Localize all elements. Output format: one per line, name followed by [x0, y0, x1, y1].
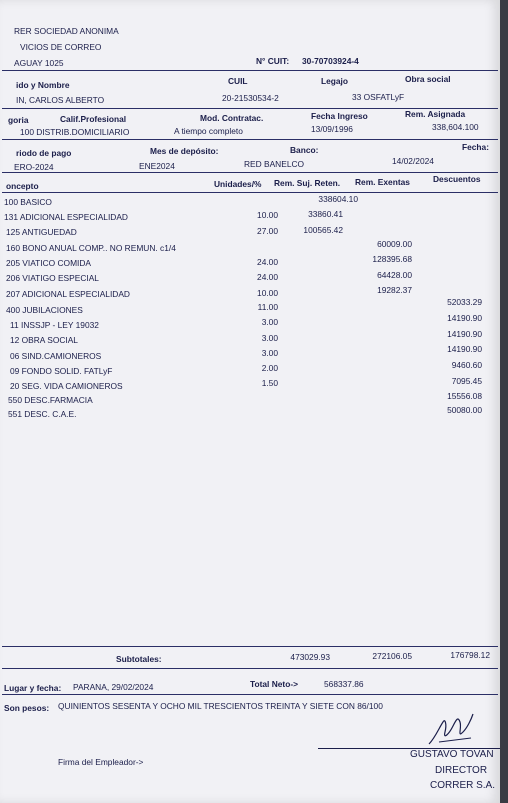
row-concepto: 400 JUBILACIONES [6, 305, 83, 315]
lugar-label: Lugar y fecha: [4, 683, 62, 693]
lugar-value: PARANA, 29/02/2024 [73, 682, 154, 692]
row-concepto: 550 DESC.FARMACIA [8, 395, 93, 405]
calif-label: Calif.Profesional [60, 114, 127, 124]
fecha-ingreso-label: Fecha Ingreso [311, 111, 368, 121]
rem-asignada-value: 338,604.100 [432, 122, 479, 132]
row-exentas: 64428.00 [377, 270, 412, 280]
category-value: 100 DISTRIB.DOMICILIARIO [20, 127, 130, 137]
row-concepto: 06 SIND.CAMIONEROS [10, 351, 102, 361]
employer-name: RER SOCIEDAD ANONIMA [14, 26, 119, 36]
row-unidades: 24.00 [257, 257, 278, 267]
fecha-ingreso-value: 13/09/1996 [311, 124, 353, 134]
mes-deposito-label: Mes de depósito: [150, 146, 219, 156]
row-concepto: 131 ADICIONAL ESPECIALIDAD [4, 212, 128, 222]
row-unidades: 10.00 [257, 288, 278, 298]
row-unidades: 1.50 [261, 378, 278, 388]
row-desc: 9460.60 [451, 360, 482, 370]
fecha-value: 14/02/2024 [392, 156, 434, 166]
divider [2, 646, 498, 647]
mes-deposito-value: ENE2024 [139, 161, 175, 171]
subtotal-exentas: 272106.05 [372, 651, 412, 661]
total-neto-value: 568337.86 [324, 679, 364, 689]
row-desc: 14190.90 [447, 344, 482, 354]
divider [2, 70, 498, 71]
row-concepto: 551 DESC. C.A.E. [8, 409, 77, 419]
divider [2, 139, 498, 140]
row-exentas: 128395.68 [372, 254, 412, 264]
rem-asignada-label: Rem. Asignada [405, 109, 466, 119]
handwritten-signature [425, 708, 475, 750]
divider [2, 668, 498, 669]
divider [2, 694, 498, 695]
cuit-label: N° CUIT: [256, 56, 290, 66]
background-edge [500, 0, 508, 803]
row-suj: 338604.10 [318, 194, 358, 204]
employer-line-2: VICIOS DE CORREO [20, 42, 102, 52]
row-exentas: 19282.37 [377, 285, 412, 295]
row-concepto: 11 INSSJP - LEY 19032 [10, 320, 99, 330]
row-unidades: 27.00 [257, 226, 278, 236]
row-concepto: 09 FONDO SOLID. FATLyF [10, 366, 113, 376]
cuit-value: 30-70703924-4 [302, 56, 359, 66]
row-exentas: 60009.00 [377, 239, 412, 249]
row-concepto: 205 VIATICO COMIDA [6, 258, 92, 268]
col-concepto: oncepto [6, 181, 39, 191]
row-desc: 50080.00 [447, 405, 482, 415]
row-concepto: 125 ANTIGUEDAD [6, 227, 77, 237]
col-unidades: Unidades/% [214, 179, 262, 189]
row-desc: 14190.90 [447, 313, 482, 323]
row-unidades: 3.00 [261, 348, 278, 358]
col-rem-suj: Rem. Suj. Reten. [274, 178, 341, 188]
fecha-label: Fecha: [462, 142, 489, 152]
stamp-company: CORRER S.A. [430, 780, 496, 791]
subtotal-suj: 473029.93 [290, 652, 330, 662]
banco-label: Banco: [290, 145, 319, 155]
subtotal-descuentos: 176798.12 [450, 650, 490, 660]
row-unidades: 24.00 [257, 272, 278, 282]
row-unidades: 3.00 [261, 317, 278, 327]
obra-social-label: Obra social [405, 74, 451, 84]
row-concepto: 20 SEG. VIDA CAMIONEROS [10, 381, 123, 391]
row-unidades: 11.00 [257, 302, 278, 312]
row-concepto: 100 BASICO [4, 197, 52, 207]
row-unidades: 2.00 [261, 363, 278, 373]
row-suj: 33860.41 [308, 209, 343, 219]
row-unidades: 10.00 [257, 210, 278, 220]
legajo-obra-value: 33 OSFATLyF [352, 92, 405, 102]
col-descuentos: Descuentos [433, 174, 481, 184]
row-desc: 7095.45 [451, 376, 482, 386]
row-desc: 15556.08 [447, 391, 482, 401]
row-suj: 100565.42 [303, 225, 343, 235]
row-concepto: 160 BONO ANUAL COMP.. NO REMUN. c1/4 [6, 243, 176, 253]
son-pesos-value: QUINIENTOS SESENTA Y OCHO MIL TRESCIENTOS TREINTA Y SIETE CON 86/100 [58, 701, 383, 711]
row-unidades: 3.00 [261, 333, 278, 343]
divider [2, 172, 498, 173]
legajo-label: Legajo [321, 76, 348, 86]
row-desc: 52033.29 [447, 297, 482, 307]
mod-contratac-label: Mod. Contratac. [200, 113, 264, 123]
row-concepto: 12 OBRA SOCIAL [10, 335, 78, 345]
employee-name: IN, CARLOS ALBERTO [16, 95, 105, 105]
category-label: goria [8, 115, 29, 125]
name-label: ido y Nombre [16, 80, 70, 90]
col-rem-exentas: Rem. Exentas [355, 177, 410, 187]
son-pesos-label: Son pesos: [4, 703, 50, 713]
periodo-label: riodo de pago [16, 148, 72, 158]
banco-value: RED BANELCO [244, 159, 305, 169]
firma-empleador-label: Firma del Empleador-> [58, 757, 144, 767]
mod-contratac-value: A tiempo completo [174, 126, 243, 136]
stamp-name: GUSTAVO TOVAN [410, 749, 494, 760]
row-desc: 14190.90 [447, 329, 482, 339]
subtotales-label: Subtotales: [116, 654, 162, 664]
row-concepto: 207 ADICIONAL ESPECIALIDAD [6, 289, 130, 299]
stamp-role: DIRECTOR [435, 765, 488, 776]
total-neto-label: Total Neto-> [250, 679, 298, 689]
row-concepto: 206 VIATIGO ESPECIAL [6, 273, 99, 283]
periodo-value: ERO-2024 [14, 162, 54, 172]
divider [2, 192, 498, 193]
employer-line-3: AGUAY 1025 [14, 58, 64, 68]
cuil-value: 20-21530534-2 [222, 93, 279, 103]
cuil-label: CUIL [228, 76, 248, 86]
